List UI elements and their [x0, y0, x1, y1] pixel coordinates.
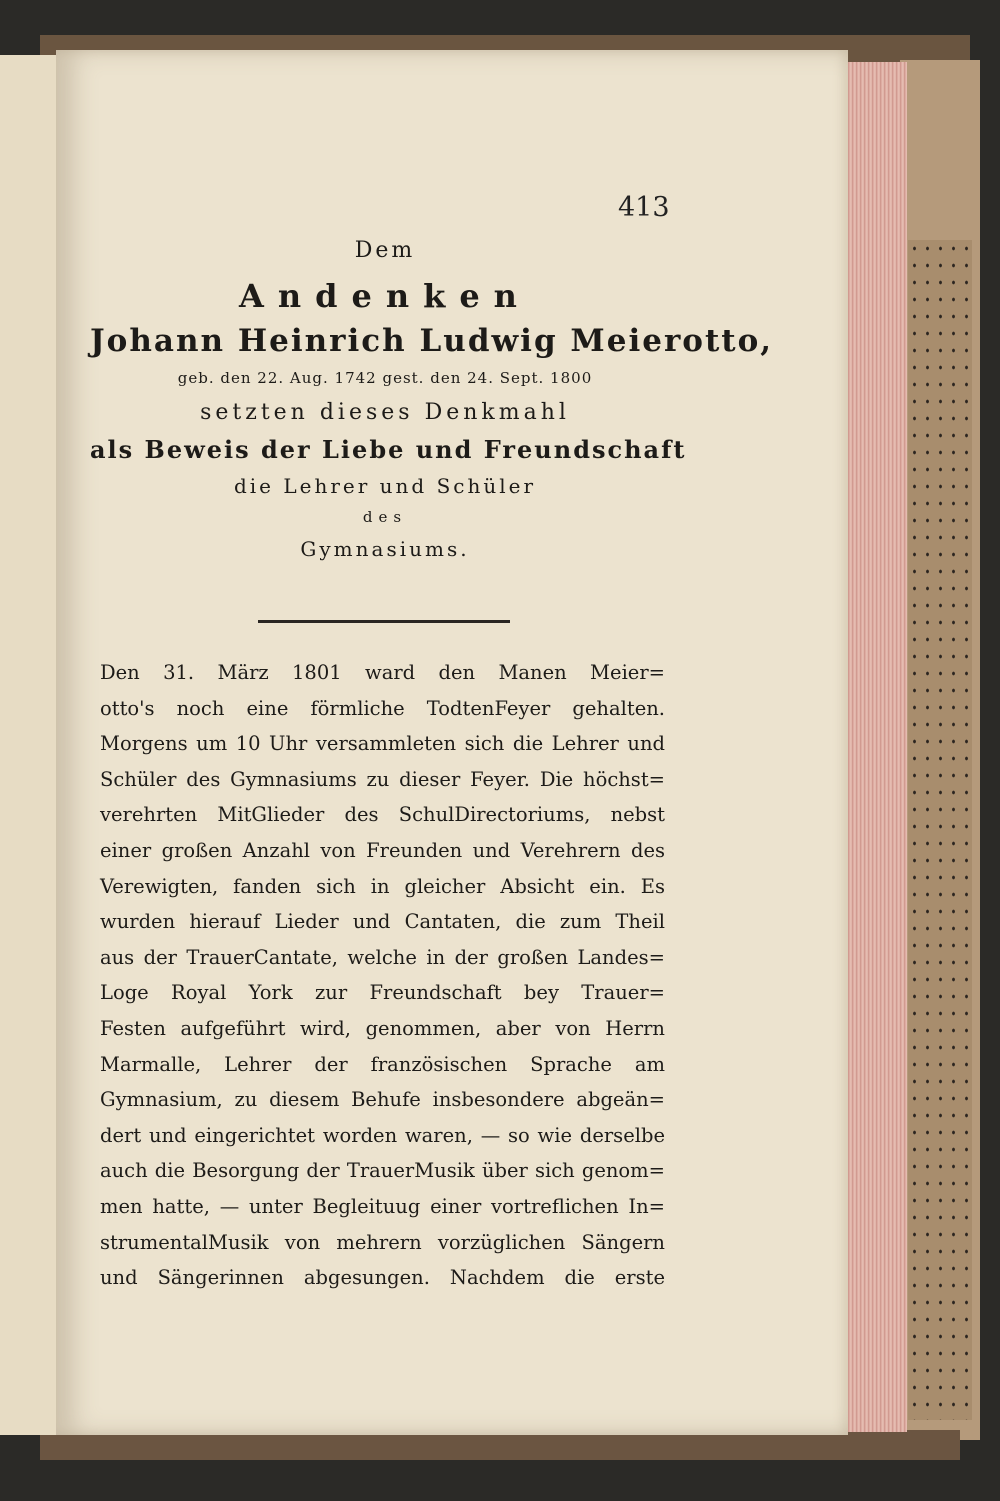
heading-line-dem: Dem [354, 238, 416, 263]
heading-line-denkmahl: setzten dieses Denkmahl [200, 400, 570, 425]
heading-line-andenken: Andenken [239, 277, 531, 315]
body-line: Festen aufgeführt wird, genommen, aber von Herrn [100, 1016, 665, 1040]
body-line: Morgens um 10 Uhr versammleten sich die Lehrer und [100, 732, 665, 756]
body-line: Marmalle, Lehrer der französischen Sprache am [100, 1052, 665, 1076]
heading-line-gymnasiums: Gymnasiums. [300, 537, 470, 561]
body-line: und Sängerinnen abgesungen. Nachdem die erste [100, 1266, 665, 1290]
heading-line-name: Johann Heinrich Ludwig Meierotto, [90, 323, 774, 359]
body-line: aus der TrauerCantate, welche in der großen Landes= [100, 945, 665, 969]
body-line: Gymnasium, zu diesem Behufe insbesondere abgeän= [100, 1088, 665, 1112]
body-line: men hatte, — unter Begleituug einer vortreflichen In= [100, 1194, 665, 1218]
page-number: 413 [618, 192, 670, 223]
body-line: Den 31. März 1801 ward den Manen Meier= [100, 661, 665, 684]
divider-rule [258, 620, 510, 623]
left-page-edge [0, 55, 59, 1435]
body-line: auch die Besorgung der TrauerMusik über sich genom= [100, 1159, 665, 1183]
heading-line-dates: geb. den 22. Aug. 1742 gest. den 24. Sept. 1800 [177, 369, 593, 387]
heading-line-des: des [362, 508, 408, 526]
body-paragraph [100, 655, 665, 1296]
body-line: otto's noch eine förmliche TodtenFeyer gehalten. [100, 696, 665, 720]
heading-line-lehrer: die Lehrer und Schüler [233, 474, 537, 498]
heading-line-beweis: als Beweis der Liebe und Freundschaft [90, 435, 687, 464]
body-line: strumentalMusik von mehrern vorzüglichen Sängern [100, 1230, 665, 1254]
body-line: Loge Royal York zur Freundschaft bey Trauer= [100, 981, 665, 1005]
page-edges [845, 62, 907, 1432]
body-line: verehrten MitGlieder des SchulDirectoriums, nebst [100, 803, 665, 827]
body-line: wurden hierauf Lieder und Cantaten, die zum Theil [100, 910, 665, 934]
body-line: einer großen Anzahl von Freunden und Verehrern des [100, 838, 665, 862]
book-cover-right [900, 60, 980, 1440]
dedication-heading [90, 238, 774, 561]
body-line: dert und eingerichtet worden waren, — so wie derselbe [100, 1123, 665, 1147]
body-line: Verewigten, fanden sich in gleicher Absicht ein. Es [100, 874, 665, 898]
body-line: Schüler des Gymnasiums zu dieser Feyer. Die höchst= [100, 767, 665, 791]
